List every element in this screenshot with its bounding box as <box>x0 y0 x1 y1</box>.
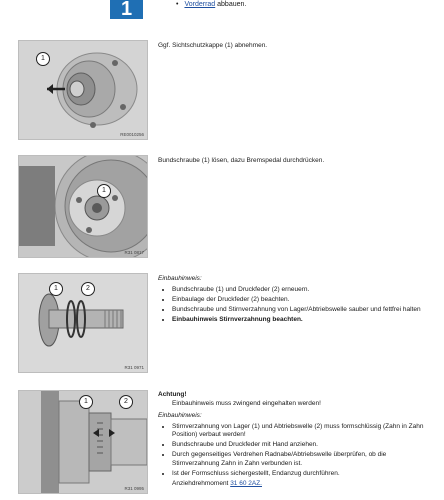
step-instruction-text: abbauen. <box>215 1 247 8</box>
step-instruction <box>176 0 246 9</box>
step-number-badge <box>110 0 143 19</box>
callout-1: 1 <box>97 184 111 198</box>
warning-title: Achtung! <box>158 391 187 398</box>
hint-title: Einbauhinweis: <box>158 275 202 282</box>
hint-list <box>158 423 428 479</box>
section-3-text <box>158 275 428 326</box>
figure-reference: R31 0995 <box>124 486 144 491</box>
step-number: 1 <box>120 0 133 20</box>
list-item: • Einbaulage der Druckfeder (2) beachten. <box>172 296 428 305</box>
list-item: • Stirnverzahnung von Lager (1) und Abtriebswelle (2) muss formschlüssig (Zahn in Zahn Position) verbaut werden! <box>172 423 428 440</box>
hub-bolt-photo <box>18 155 148 258</box>
hint-title: Einbauhinweis: <box>158 412 202 419</box>
torque-label: Anziehdrehmoment <box>172 479 229 487</box>
callout-2: 2 <box>119 395 133 409</box>
torque-line <box>158 480 428 489</box>
list-item: • Einbauhinweis Stirnverzahnung beachten. <box>172 316 428 325</box>
hub-cap-photo <box>18 40 148 140</box>
warning-text: Einbauhinweis muss zwingend eingehalten werden! <box>172 399 321 407</box>
spline-photo <box>18 390 148 494</box>
list-item: • Ist der Formschluss sichergestellt, Endanzug durchführen. <box>172 470 428 479</box>
bullet-dot: • <box>176 1 179 8</box>
list-item: • Durch gegenseitiges Verdrehen Radnabe/Abtriebswelle überprüfen, ob die Stirnverzahnung Zahn in Zahn verbunden ist. <box>172 451 428 468</box>
instruction-text: Bundschraube (1) lösen, dazu Bremspedal durchdrücken. <box>158 157 325 164</box>
instruction-text: Ggf. Sichtschutzkappe (1) abnehmen. <box>158 42 268 49</box>
figure-reference: RE0010256 <box>120 132 144 137</box>
callout-2: 2 <box>81 282 95 296</box>
section-1-text <box>158 42 428 51</box>
list-item: • Bundschraube und Stirnverzahnung von Lager/Abtriebswelle sauber und fettfrei halten <box>172 306 428 315</box>
section-4-text <box>158 391 428 488</box>
callout-1: 1 <box>36 52 50 66</box>
list-item: • Bundschraube und Druckfeder mit Hand anziehen. <box>172 441 428 450</box>
brake-disc-illustration <box>19 156 147 257</box>
list-item: • Bundschraube (1) und Druckfeder (2) erneuern. <box>172 286 428 295</box>
section-2-text <box>158 157 428 166</box>
vorderrad-link[interactable]: Vorderrad <box>184 1 216 8</box>
figure-reference: R31 0971 <box>124 365 144 370</box>
callout-1: 1 <box>49 282 63 296</box>
bolt-spring-photo <box>18 273 148 373</box>
callout-1: 1 <box>79 395 93 409</box>
torque-spec-link[interactable]: 31 60 2AZ. <box>230 479 262 487</box>
figure-reference: R31 0817 <box>124 250 144 255</box>
hint-list <box>158 286 428 325</box>
